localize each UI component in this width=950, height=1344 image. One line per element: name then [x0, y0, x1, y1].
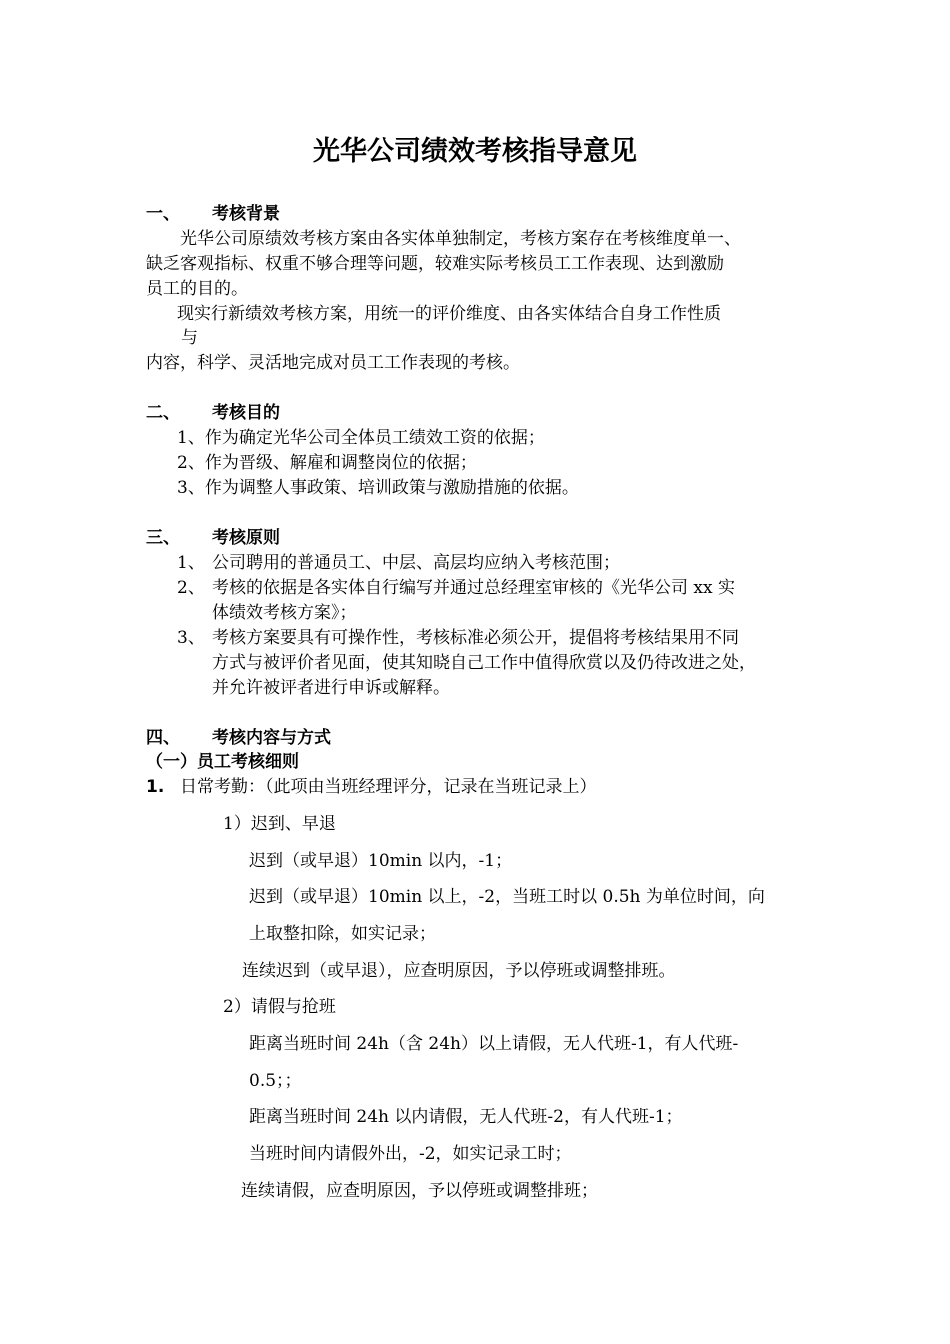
leave-rule-1-line-1: 距离当班时间 24h（含 24h）以上请假，无人代班-1，有人代班-: [249, 1034, 739, 1054]
section-3-number: 三、: [146, 528, 180, 548]
section-3-item-2-number: 2、: [177, 578, 205, 598]
leave-rule-2: 距离当班时间 24h 以内请假，无人代班-2，有人代班-1；: [249, 1107, 683, 1127]
late-rule-1: 迟到（或早退）10min 以内，-1；: [249, 851, 513, 871]
section-1-number: 一、: [146, 204, 180, 224]
late-rule-2-line-1: 迟到（或早退）10min 以上，-2，当班工时以 0.5h 为单位时间，向: [249, 887, 765, 907]
section-1-paragraph-1-line-3: 员工的目的。: [146, 279, 248, 299]
leave-subheading: 2）请假与抢班: [223, 997, 336, 1017]
section-3-item-3-line-3: 并允许被评者进行申诉或解释。: [212, 678, 450, 698]
section-3-item-3-number: 3、: [177, 628, 205, 648]
section-3-item-3-line-2: 方式与被评价者见面，使其知晓自己工作中值得欣赏以及仍待改进之处，: [212, 653, 756, 673]
section-2-heading: 考核目的: [212, 403, 280, 423]
late-subheading: 1）迟到、早退: [223, 814, 336, 834]
section-1-paragraph-2-line-2: 与: [181, 328, 198, 348]
section-3-item-3-line-1: 考核方案要具有可操作性，考核标准必须公开，提倡将考核结果用不同: [212, 628, 739, 648]
section-4-subheading: （一）员工考核细则: [146, 752, 299, 772]
section-4-heading: 考核内容与方式: [212, 728, 331, 748]
leave-rule-1-line-2: 0.5；；: [249, 1071, 302, 1091]
leave-rule-3: 当班时间内请假外出，-2，如实记录工时；: [249, 1144, 572, 1164]
section-3-item-2-line-1: 考核的依据是各实体自行编写并通过总经理室审核的《光华公司 xx 实: [212, 578, 735, 598]
leave-rule-4: 连续请假，应查明原因，予以停班或调整排班；: [241, 1181, 598, 1201]
section-3-heading: 考核原则: [212, 528, 280, 548]
section-2-number: 二、: [146, 403, 180, 423]
section-3-item-2-line-2: 体绩效考核方案》；: [212, 603, 357, 623]
section-2-item-1: 1、作为确定光华公司全体员工绩效工资的依据；: [177, 428, 545, 448]
section-1-paragraph-1-line-2: 缺乏客观指标、权重不够合理等问题，较难实际考核员工工作表现、达到激励: [146, 254, 724, 274]
section-4-item-1-text: 日常考勤：（此项由当班经理评分，记录在当班记录上）: [180, 777, 597, 797]
section-2-item-3: 3、作为调整人事政策、培训政策与激励措施的依据。: [177, 478, 579, 498]
late-rule-2-line-2: 上取整扣除，如实记录；: [249, 924, 436, 944]
section-1-paragraph-2-line-1: 现实行新绩效考核方案，用统一的评价维度、由各实体结合自身工作性质: [177, 304, 721, 324]
section-2-item-2: 2、作为晋级、解雇和调整岗位的依据；: [177, 453, 477, 473]
section-3-item-1-line-1: 公司聘用的普通员工、中层、高层均应纳入考核范围；: [212, 553, 620, 573]
section-1-paragraph-2-line-3: 内容，科学、灵活地完成对员工工作表现的考核。: [146, 353, 520, 373]
late-rule-3: 连续迟到（或早退），应查明原因，予以停班或调整排班。: [242, 961, 676, 981]
section-1-paragraph-1-line-1: 光华公司原绩效考核方案由各实体单独制定，考核方案存在考核维度单一、: [180, 229, 741, 249]
section-3-item-1-number: 1、: [177, 553, 205, 573]
section-4-item-1-number: 1.: [146, 777, 165, 797]
section-4-number: 四、: [146, 728, 180, 748]
document-title: 光华公司绩效考核指导意见: [313, 136, 637, 167]
section-1-heading: 考核背景: [212, 204, 280, 224]
